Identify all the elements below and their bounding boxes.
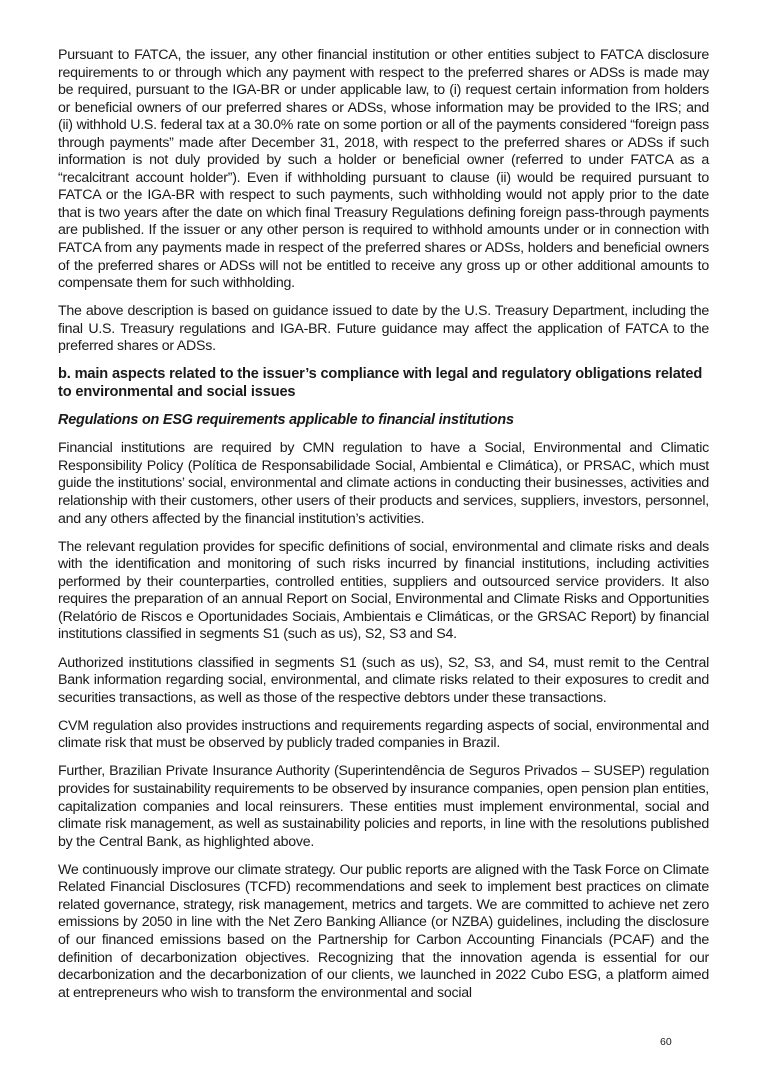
page-number: 60 [660, 1036, 672, 1048]
page-content [58, 47, 709, 1002]
paragraph-prsac-policy: Financial institutions are required by CMN regulation to have a Social, Environmental and Climatic Responsibility Policy (Política de Responsabilidade Social, Ambiental e Climática), or PRSAC, which must guide the institutions’ social, environmental and climate actions in conducting their businesses, activities and relationship with their customers, other users of their products and services, suppliers, investors, personnel, and any others affected by the financial institution’s activities. [58, 440, 709, 527]
paragraph-grsac-report: The relevant regulation provides for specific definitions of social, environmental and climate risks and deals with the identification and monitoring of such risks incurred by financial institutions, including activities performed by their counterparties, controlled entities, suppliers and outsourced service providers. It also requires the preparation of an annual Report on Social, Environmental and Climate Risks and Opportunities (Relatório de Riscos e Oportunidades Sociais, Ambientais e Climáticas, or the GRSAC Report) by financial institutions classified in segments S1 (such as us), S2, S3 and S4. [58, 538, 709, 643]
paragraph-fatca-withholding: Pursuant to FATCA, the issuer, any other financial institution or other entities subject to FATCA disclosure requirements to or through which any payment with respect to the preferred shares or ADSs is made may be required, pursuant to the IGA-BR or under applicable law, to (i) request certain information from holders or beneficial owners of our preferred shares or ADSs, whose information may be provided to the IRS; and (ii) withhold U.S. federal tax at a 30.0% rate on some portion or all of the payments considered “foreign pass through payments” made after December 31, 2018, with respect to the preferred shares or ADSs if such information is not duly provided by such a holder or beneficial owner (referred to under FATCA as a “recalcitrant account holder”). Even if withholding pursuant to clause (ii) would be required pursuant to FATCA or the IGA-BR with respect to such payments, such withholding would not apply prior to the date that is two years after the date on which final Treasury Regulations defining foreign pass-through payments are published. If the issuer or any other person is required to withhold amounts under or in connection with FATCA from any payments made in respect of the preferred shares or ADSs, holders and beneficial owners of the preferred shares or ADSs will not be entitled to receive any gross up or other additional amounts to compensate them for such withholding. [58, 47, 709, 292]
paragraph-central-bank-remittance: Authorized institutions classified in segments S1 (such as us), S2, S3, and S4, must remit to the Central Bank information regarding social, environmental, and climate risks related to their exposures to credit and securities transactions, as well as those of the respective debtors under these transactions. [58, 654, 709, 706]
paragraph-susep-regulation: Further, Brazilian Private Insurance Authority (Superintendência de Seguros Privados – SUSEP) regulation provides for sustainability requirements to be observed by insurance companies, open pension plan entities, capitalization companies and local reinsurers. These entities must implement environmental, social and climate risk management, as well as sustainability policies and reports, in line with the resolutions published by the Central Bank, as highlighted above. [58, 763, 709, 850]
section-heading: b. main aspects related to the issuer’s compliance with legal and regulatory obligations related to environmental and social issues [58, 366, 703, 401]
paragraph-cvm-regulation: CVM regulation also provides instructions and requirements regarding aspects of social, environmental and climate risk that must be observed by publicly traded companies in Brazil. [58, 717, 709, 752]
subsection-heading: Regulations on ESG requirements applicable to financial institutions [58, 412, 514, 429]
paragraph-treasury-guidance: The above description is based on guidance issued to date by the U.S. Treasury Department, including the final U.S. Treasury regulations and IGA-BR. Future guidance may affect the application of FATCA to the preferred shares or ADSs. [58, 303, 709, 355]
paragraph-climate-strategy: We continuously improve our climate strategy. Our public reports are aligned with the Task Force on Climate Related Financial Disclosures (TCFD) recommendations and seek to implement best practices on climate related governance, strategy, risk management, metrics and targets. We are committed to achieve net zero emissions by 2050 in line with the Net Zero Banking Alliance (or NZBA) guidelines, including the disclosure of our financed emissions based on the Partnership for Carbon Accounting Financials (PCAF) and the definition of decarbonization objectives. Recognizing that the innovation agenda is essential for our decarbonization and the decarbonization of our clients, we launched in 2022 Cubo ESG, a platform aimed at entrepreneurs who wish to transform the environmental and social [58, 861, 709, 1001]
